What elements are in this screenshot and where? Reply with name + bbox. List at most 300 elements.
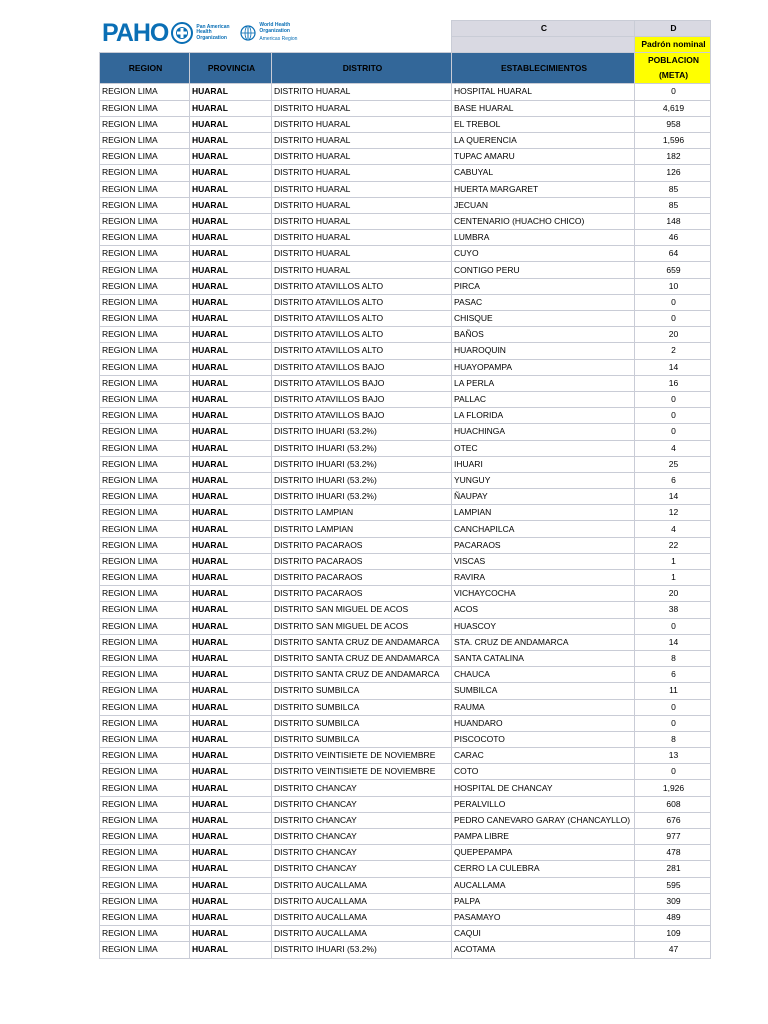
provincia-cell[interactable]: HUARAL: [190, 731, 272, 747]
provincia-cell[interactable]: HUARAL: [190, 84, 272, 100]
poblacion-cell[interactable]: 0: [635, 764, 711, 780]
provincia-cell[interactable]: HUARAL: [190, 505, 272, 521]
region-cell[interactable]: REGION LIMA: [100, 181, 190, 197]
provincia-cell[interactable]: HUARAL: [190, 343, 272, 359]
distrito-cell[interactable]: DISTRITO CHANCAY: [272, 780, 452, 796]
distrito-cell[interactable]: DISTRITO ATAVILLOS ALTO: [272, 278, 452, 294]
provincia-cell[interactable]: HUARAL: [190, 521, 272, 537]
header-poblacion-line2: (META): [658, 70, 689, 81]
establecimiento-cell[interactable]: RAVIRA: [452, 570, 635, 586]
provincia-cell[interactable]: HUARAL: [190, 132, 272, 148]
region-cell[interactable]: REGION LIMA: [100, 213, 190, 229]
establecimiento-cell[interactable]: PALPA: [452, 893, 635, 909]
poblacion-cell[interactable]: 659: [635, 262, 711, 278]
establecimiento-cell[interactable]: RAUMA: [452, 699, 635, 715]
establecimiento-cell[interactable]: ACOS: [452, 602, 635, 618]
establecimiento-cell[interactable]: HUERTA MARGARET: [452, 181, 635, 197]
establecimiento-cell[interactable]: CANCHAPILCA: [452, 521, 635, 537]
region-cell[interactable]: REGION LIMA: [100, 634, 190, 650]
distrito-cell[interactable]: DISTRITO AUCALLAMA: [272, 877, 452, 893]
provincia-cell[interactable]: HUARAL: [190, 586, 272, 602]
table-row: [100, 278, 711, 294]
establecimiento-cell[interactable]: CENTENARIO (HUACHO CHICO): [452, 213, 635, 229]
region-cell[interactable]: REGION LIMA: [100, 699, 190, 715]
region-cell[interactable]: REGION LIMA: [100, 149, 190, 165]
establecimiento-cell[interactable]: LUMBRA: [452, 230, 635, 246]
region-cell[interactable]: REGION LIMA: [100, 375, 190, 391]
poblacion-cell[interactable]: 608: [635, 796, 711, 812]
establecimiento-cell[interactable]: CONTIGO PERU: [452, 262, 635, 278]
establecimiento-cell[interactable]: CARAC: [452, 748, 635, 764]
poblacion-cell[interactable]: 0: [635, 424, 711, 440]
table-row: [100, 375, 711, 391]
establecimiento-cell[interactable]: PASAC: [452, 294, 635, 310]
distrito-cell[interactable]: DISTRITO HUARAL: [272, 262, 452, 278]
poblacion-cell[interactable]: 595: [635, 877, 711, 893]
distrito-cell[interactable]: DISTRITO IHUARI (53.2%): [272, 942, 452, 958]
establecimiento-cell[interactable]: LA FLORIDA: [452, 408, 635, 424]
provincia-cell[interactable]: HUARAL: [190, 375, 272, 391]
provincia-cell[interactable]: HUARAL: [190, 570, 272, 586]
provincia-cell[interactable]: HUARAL: [190, 715, 272, 731]
poblacion-cell[interactable]: 4,619: [635, 100, 711, 116]
establecimiento-cell[interactable]: PERALVILLO: [452, 796, 635, 812]
distrito-cell[interactable]: DISTRITO CHANCAY: [272, 861, 452, 877]
region-cell[interactable]: REGION LIMA: [100, 845, 190, 861]
region-cell[interactable]: REGION LIMA: [100, 618, 190, 634]
establecimiento-cell[interactable]: PEDRO CANEVARO GARAY (CHANCAYLLO): [452, 812, 635, 828]
provincia-cell[interactable]: HUARAL: [190, 246, 272, 262]
poblacion-cell[interactable]: 46: [635, 230, 711, 246]
establecimiento-cell[interactable]: JECUAN: [452, 197, 635, 213]
poblacion-cell[interactable]: 8: [635, 731, 711, 747]
region-cell[interactable]: REGION LIMA: [100, 829, 190, 845]
region-cell[interactable]: REGION LIMA: [100, 246, 190, 262]
poblacion-cell[interactable]: 676: [635, 812, 711, 828]
poblacion-cell[interactable]: 0: [635, 408, 711, 424]
table-row: [100, 343, 711, 359]
provincia-cell[interactable]: HUARAL: [190, 181, 272, 197]
provincia-cell[interactable]: HUARAL: [190, 489, 272, 505]
establecimiento-cell[interactable]: ACOTAMA: [452, 942, 635, 958]
provincia-cell[interactable]: HUARAL: [190, 311, 272, 327]
establecimiento-cell[interactable]: CHAUCA: [452, 667, 635, 683]
region-cell[interactable]: REGION LIMA: [100, 667, 190, 683]
region-cell[interactable]: REGION LIMA: [100, 861, 190, 877]
table-row: [100, 489, 711, 505]
poblacion-cell[interactable]: 0: [635, 391, 711, 407]
region-cell[interactable]: REGION LIMA: [100, 537, 190, 553]
establecimiento-cell[interactable]: YUNGUY: [452, 472, 635, 488]
provincia-cell[interactable]: HUARAL: [190, 812, 272, 828]
poblacion-cell[interactable]: 6: [635, 667, 711, 683]
establecimiento-cell[interactable]: HUACHINGA: [452, 424, 635, 440]
provincia-cell[interactable]: HUARAL: [190, 149, 272, 165]
distrito-cell[interactable]: DISTRITO ATAVILLOS ALTO: [272, 311, 452, 327]
region-cell[interactable]: REGION LIMA: [100, 764, 190, 780]
padron-nominal-label[interactable]: Padrón nominal: [635, 37, 711, 53]
provincia-cell[interactable]: HUARAL: [190, 780, 272, 796]
distrito-cell[interactable]: DISTRITO ATAVILLOS ALTO: [272, 327, 452, 343]
provincia-cell[interactable]: HUARAL: [190, 197, 272, 213]
poblacion-cell[interactable]: 13: [635, 748, 711, 764]
poblacion-cell[interactable]: 4: [635, 521, 711, 537]
poblacion-cell[interactable]: 1: [635, 553, 711, 569]
table-row: [100, 942, 711, 958]
region-cell[interactable]: REGION LIMA: [100, 327, 190, 343]
distrito-cell[interactable]: DISTRITO HUARAL: [272, 116, 452, 132]
poblacion-cell[interactable]: 20: [635, 327, 711, 343]
poblacion-cell[interactable]: 958: [635, 116, 711, 132]
poblacion-cell[interactable]: 0: [635, 715, 711, 731]
region-cell[interactable]: REGION LIMA: [100, 472, 190, 488]
distrito-cell[interactable]: DISTRITO PACARAOS: [272, 586, 452, 602]
poblacion-cell[interactable]: 14: [635, 489, 711, 505]
region-cell[interactable]: REGION LIMA: [100, 456, 190, 472]
establecimiento-cell[interactable]: SUMBILCA: [452, 683, 635, 699]
provincia-cell[interactable]: HUARAL: [190, 408, 272, 424]
poblacion-cell[interactable]: 38: [635, 602, 711, 618]
establecimiento-cell[interactable]: AUCALLAMA: [452, 877, 635, 893]
distrito-cell[interactable]: DISTRITO HUARAL: [272, 213, 452, 229]
provincia-cell[interactable]: HUARAL: [190, 796, 272, 812]
poblacion-cell[interactable]: 0: [635, 84, 711, 100]
distrito-cell[interactable]: DISTRITO IHUARI (53.2%): [272, 489, 452, 505]
poblacion-cell[interactable]: 1,596: [635, 132, 711, 148]
region-cell[interactable]: REGION LIMA: [100, 570, 190, 586]
distrito-cell[interactable]: DISTRITO ATAVILLOS BAJO: [272, 391, 452, 407]
region-cell[interactable]: REGION LIMA: [100, 489, 190, 505]
provincia-cell[interactable]: HUARAL: [190, 116, 272, 132]
establecimiento-cell[interactable]: PAMPA LIBRE: [452, 829, 635, 845]
region-cell[interactable]: REGION LIMA: [100, 100, 190, 116]
poblacion-cell[interactable]: 2: [635, 343, 711, 359]
distrito-cell[interactable]: DISTRITO SAN MIGUEL DE ACOS: [272, 618, 452, 634]
provincia-cell[interactable]: HUARAL: [190, 748, 272, 764]
establecimiento-cell[interactable]: PISCOCOTO: [452, 731, 635, 747]
distrito-cell[interactable]: DISTRITO LAMPIAN: [272, 521, 452, 537]
provincia-cell[interactable]: HUARAL: [190, 926, 272, 942]
provincia-cell[interactable]: HUARAL: [190, 845, 272, 861]
establecimiento-cell[interactable]: SANTA CATALINA: [452, 650, 635, 666]
table-row: [100, 456, 711, 472]
distrito-cell[interactable]: DISTRITO CHANCAY: [272, 812, 452, 828]
distrito-cell[interactable]: DISTRITO AUCALLAMA: [272, 893, 452, 909]
provincia-cell[interactable]: HUARAL: [190, 861, 272, 877]
poblacion-cell[interactable]: 0: [635, 618, 711, 634]
establecimiento-cell[interactable]: HOSPITAL DE CHANCAY: [452, 780, 635, 796]
table-row: [100, 537, 711, 553]
establecimiento-cell[interactable]: IHUARI: [452, 456, 635, 472]
poblacion-cell[interactable]: 6: [635, 472, 711, 488]
region-cell[interactable]: REGION LIMA: [100, 440, 190, 456]
establecimiento-cell[interactable]: PIRCA: [452, 278, 635, 294]
establecimiento-cell[interactable]: TUPAC AMARU: [452, 149, 635, 165]
header-distrito[interactable]: DISTRITO: [272, 53, 452, 84]
distrito-cell[interactable]: DISTRITO IHUARI (53.2%): [272, 472, 452, 488]
poblacion-cell[interactable]: 126: [635, 165, 711, 181]
poblacion-cell[interactable]: 977: [635, 829, 711, 845]
provincia-cell[interactable]: HUARAL: [190, 230, 272, 246]
provincia-cell[interactable]: HUARAL: [190, 391, 272, 407]
distrito-cell[interactable]: DISTRITO VEINTISIETE DE NOVIEMBRE: [272, 764, 452, 780]
region-cell[interactable]: REGION LIMA: [100, 586, 190, 602]
provincia-cell[interactable]: HUARAL: [190, 440, 272, 456]
poblacion-cell[interactable]: 14: [635, 359, 711, 375]
distrito-cell[interactable]: DISTRITO HUARAL: [272, 230, 452, 246]
distrito-cell[interactable]: DISTRITO PACARAOS: [272, 537, 452, 553]
region-cell[interactable]: REGION LIMA: [100, 311, 190, 327]
establecimiento-cell[interactable]: OTEC: [452, 440, 635, 456]
region-cell[interactable]: REGION LIMA: [100, 780, 190, 796]
establecimiento-cell[interactable]: BASE HUARAL: [452, 100, 635, 116]
distrito-cell[interactable]: DISTRITO SANTA CRUZ DE ANDAMARCA: [272, 667, 452, 683]
region-cell[interactable]: REGION LIMA: [100, 942, 190, 958]
header-poblacion[interactable]: [635, 53, 711, 84]
distrito-cell[interactable]: DISTRITO ATAVILLOS BAJO: [272, 359, 452, 375]
provincia-cell[interactable]: HUARAL: [190, 699, 272, 715]
provincia-cell[interactable]: HUARAL: [190, 602, 272, 618]
provincia-cell[interactable]: HUARAL: [190, 618, 272, 634]
distrito-cell[interactable]: DISTRITO AUCALLAMA: [272, 926, 452, 942]
establecimiento-cell[interactable]: HUAYOPAMPA: [452, 359, 635, 375]
region-cell[interactable]: REGION LIMA: [100, 424, 190, 440]
poblacion-cell[interactable]: 47: [635, 942, 711, 958]
poblacion-cell[interactable]: 0: [635, 294, 711, 310]
table-row: [100, 602, 711, 618]
region-cell[interactable]: REGION LIMA: [100, 84, 190, 100]
provincia-cell[interactable]: HUARAL: [190, 213, 272, 229]
region-cell[interactable]: REGION LIMA: [100, 343, 190, 359]
poblacion-cell[interactable]: 20: [635, 586, 711, 602]
distrito-cell[interactable]: DISTRITO HUARAL: [272, 181, 452, 197]
table-row: [100, 909, 711, 925]
table-row: [100, 100, 711, 116]
org-line-3: Organization: [196, 34, 227, 41]
provincia-cell[interactable]: HUARAL: [190, 537, 272, 553]
distrito-cell[interactable]: DISTRITO SUMBILCA: [272, 699, 452, 715]
provincia-cell[interactable]: HUARAL: [190, 100, 272, 116]
provincia-cell[interactable]: HUARAL: [190, 262, 272, 278]
distrito-cell[interactable]: DISTRITO ATAVILLOS ALTO: [272, 294, 452, 310]
header-provincia[interactable]: PROVINCIA: [190, 53, 272, 84]
header-region[interactable]: REGION: [100, 53, 190, 84]
region-cell[interactable]: REGION LIMA: [100, 893, 190, 909]
distrito-cell[interactable]: DISTRITO SAN MIGUEL DE ACOS: [272, 602, 452, 618]
establecimiento-cell[interactable]: CERRO LA CULEBRA: [452, 861, 635, 877]
region-cell[interactable]: REGION LIMA: [100, 650, 190, 666]
poblacion-cell[interactable]: 25: [635, 456, 711, 472]
region-cell[interactable]: REGION LIMA: [100, 408, 190, 424]
provincia-cell[interactable]: HUARAL: [190, 165, 272, 181]
distrito-cell[interactable]: DISTRITO CHANCAY: [272, 845, 452, 861]
region-cell[interactable]: REGION LIMA: [100, 731, 190, 747]
poblacion-cell[interactable]: 85: [635, 181, 711, 197]
provincia-cell[interactable]: HUARAL: [190, 359, 272, 375]
establecimiento-cell[interactable]: CABUYAL: [452, 165, 635, 181]
distrito-cell[interactable]: DISTRITO HUARAL: [272, 100, 452, 116]
provincia-cell[interactable]: HUARAL: [190, 294, 272, 310]
establecimiento-cell[interactable]: CHISQUE: [452, 311, 635, 327]
establecimiento-cell[interactable]: VICHAYCOCHA: [452, 586, 635, 602]
distrito-cell[interactable]: DISTRITO HUARAL: [272, 132, 452, 148]
provincia-cell[interactable]: HUARAL: [190, 909, 272, 925]
establecimiento-cell[interactable]: CUYO: [452, 246, 635, 262]
column-letter-d[interactable]: D: [635, 21, 711, 37]
region-cell[interactable]: REGION LIMA: [100, 505, 190, 521]
poblacion-cell[interactable]: 182: [635, 149, 711, 165]
region-cell[interactable]: REGION LIMA: [100, 521, 190, 537]
who-org-name: [259, 23, 315, 43]
provincia-cell[interactable]: HUARAL: [190, 829, 272, 845]
who-line-2: Organization: [259, 27, 290, 34]
provincia-cell[interactable]: HUARAL: [190, 424, 272, 440]
poblacion-cell[interactable]: 14: [635, 634, 711, 650]
provincia-cell[interactable]: HUARAL: [190, 667, 272, 683]
distrito-cell[interactable]: DISTRITO PACARAOS: [272, 570, 452, 586]
poblacion-cell[interactable]: 8: [635, 650, 711, 666]
table-row: [100, 149, 711, 165]
establecimiento-cell[interactable]: BAÑOS: [452, 327, 635, 343]
poblacion-cell[interactable]: 1: [635, 570, 711, 586]
column-letter-c[interactable]: C: [452, 21, 635, 37]
establecimiento-cell[interactable]: HUAROQUIN: [452, 343, 635, 359]
poblacion-cell[interactable]: 85: [635, 197, 711, 213]
region-cell[interactable]: REGION LIMA: [100, 602, 190, 618]
poblacion-cell[interactable]: 309: [635, 893, 711, 909]
establecimiento-cell[interactable]: LAMPIAN: [452, 505, 635, 521]
poblacion-cell[interactable]: 16: [635, 375, 711, 391]
region-cell[interactable]: REGION LIMA: [100, 909, 190, 925]
poblacion-cell[interactable]: 109: [635, 926, 711, 942]
distrito-cell[interactable]: DISTRITO SUMBILCA: [272, 731, 452, 747]
provincia-cell[interactable]: HUARAL: [190, 942, 272, 958]
establecimiento-cell[interactable]: STA. CRUZ DE ANDAMARCA: [452, 634, 635, 650]
establecimiento-cell[interactable]: PASAMAYO: [452, 909, 635, 925]
distrito-cell[interactable]: DISTRITO HUARAL: [272, 197, 452, 213]
establecimiento-cell[interactable]: QUEPEPAMPA: [452, 845, 635, 861]
region-cell[interactable]: REGION LIMA: [100, 132, 190, 148]
provincia-cell[interactable]: HUARAL: [190, 650, 272, 666]
region-cell[interactable]: REGION LIMA: [100, 796, 190, 812]
provincia-cell[interactable]: HUARAL: [190, 327, 272, 343]
distrito-cell[interactable]: DISTRITO AUCALLAMA: [272, 909, 452, 925]
poblacion-cell[interactable]: 64: [635, 246, 711, 262]
provincia-cell[interactable]: HUARAL: [190, 683, 272, 699]
table-row: [100, 748, 711, 764]
blank-cell[interactable]: [452, 37, 635, 53]
distrito-cell[interactable]: DISTRITO SANTA CRUZ DE ANDAMARCA: [272, 650, 452, 666]
region-cell[interactable]: REGION LIMA: [100, 683, 190, 699]
distrito-cell[interactable]: DISTRITO LAMPIAN: [272, 505, 452, 521]
establecimiento-cell[interactable]: HOSPITAL HUARAL: [452, 84, 635, 100]
establecimiento-cell[interactable]: LA QUERENCIA: [452, 132, 635, 148]
poblacion-cell[interactable]: 12: [635, 505, 711, 521]
region-cell[interactable]: REGION LIMA: [100, 391, 190, 407]
establecimiento-cell[interactable]: CAQUI: [452, 926, 635, 942]
poblacion-cell[interactable]: 281: [635, 861, 711, 877]
poblacion-cell[interactable]: 10: [635, 278, 711, 294]
region-cell[interactable]: REGION LIMA: [100, 715, 190, 731]
header-establecimientos[interactable]: ESTABLECIMIENTOS: [452, 53, 635, 84]
poblacion-cell[interactable]: 1,926: [635, 780, 711, 796]
distrito-cell[interactable]: DISTRITO IHUARI (53.2%): [272, 424, 452, 440]
region-cell[interactable]: REGION LIMA: [100, 262, 190, 278]
distrito-cell[interactable]: DISTRITO HUARAL: [272, 84, 452, 100]
poblacion-cell[interactable]: 11: [635, 683, 711, 699]
establecimiento-cell[interactable]: HUANDARO: [452, 715, 635, 731]
provincia-cell[interactable]: HUARAL: [190, 553, 272, 569]
region-cell[interactable]: REGION LIMA: [100, 812, 190, 828]
distrito-cell[interactable]: DISTRITO ATAVILLOS BAJO: [272, 375, 452, 391]
distrito-cell[interactable]: DISTRITO HUARAL: [272, 165, 452, 181]
distrito-cell[interactable]: DISTRITO PACARAOS: [272, 553, 452, 569]
region-cell[interactable]: REGION LIMA: [100, 359, 190, 375]
region-cell[interactable]: REGION LIMA: [100, 116, 190, 132]
establecimiento-cell[interactable]: EL TREBOL: [452, 116, 635, 132]
provincia-cell[interactable]: HUARAL: [190, 456, 272, 472]
establecimiento-cell[interactable]: ÑAUPAY: [452, 489, 635, 505]
provincia-cell[interactable]: HUARAL: [190, 877, 272, 893]
provincia-cell[interactable]: HUARAL: [190, 893, 272, 909]
region-cell[interactable]: REGION LIMA: [100, 926, 190, 942]
poblacion-cell[interactable]: 0: [635, 699, 711, 715]
poblacion-cell[interactable]: 489: [635, 909, 711, 925]
poblacion-cell[interactable]: 22: [635, 537, 711, 553]
table-row: [100, 845, 711, 861]
region-cell[interactable]: REGION LIMA: [100, 294, 190, 310]
distrito-cell[interactable]: DISTRITO VEINTISIETE DE NOVIEMBRE: [272, 748, 452, 764]
region-cell[interactable]: REGION LIMA: [100, 553, 190, 569]
distrito-cell[interactable]: DISTRITO CHANCAY: [272, 796, 452, 812]
poblacion-cell[interactable]: 4: [635, 440, 711, 456]
table-row: [100, 634, 711, 650]
table-row: [100, 715, 711, 731]
establecimiento-cell[interactable]: LA PERLA: [452, 375, 635, 391]
table-row: [100, 359, 711, 375]
distrito-cell[interactable]: DISTRITO SUMBILCA: [272, 715, 452, 731]
distrito-cell[interactable]: DISTRITO IHUARI (53.2%): [272, 456, 452, 472]
table-row: [100, 294, 711, 310]
distrito-cell[interactable]: DISTRITO IHUARI (53.2%): [272, 440, 452, 456]
poblacion-cell[interactable]: 0: [635, 311, 711, 327]
provincia-cell[interactable]: HUARAL: [190, 764, 272, 780]
distrito-cell[interactable]: DISTRITO ATAVILLOS BAJO: [272, 408, 452, 424]
region-cell[interactable]: REGION LIMA: [100, 230, 190, 246]
distrito-cell[interactable]: DISTRITO HUARAL: [272, 149, 452, 165]
establecimiento-cell[interactable]: PALLAC: [452, 391, 635, 407]
distrito-cell[interactable]: DISTRITO SUMBILCA: [272, 683, 452, 699]
region-cell[interactable]: REGION LIMA: [100, 278, 190, 294]
region-cell[interactable]: REGION LIMA: [100, 877, 190, 893]
establecimiento-cell[interactable]: PACARAOS: [452, 537, 635, 553]
distrito-cell[interactable]: DISTRITO CHANCAY: [272, 829, 452, 845]
establecimiento-cell[interactable]: COTO: [452, 764, 635, 780]
distrito-cell[interactable]: DISTRITO HUARAL: [272, 246, 452, 262]
poblacion-cell[interactable]: 478: [635, 845, 711, 861]
region-cell[interactable]: REGION LIMA: [100, 165, 190, 181]
region-cell[interactable]: REGION LIMA: [100, 197, 190, 213]
establecimiento-cell[interactable]: HUASCOY: [452, 618, 635, 634]
distrito-cell[interactable]: DISTRITO ATAVILLOS ALTO: [272, 343, 452, 359]
region-cell[interactable]: REGION LIMA: [100, 748, 190, 764]
distrito-cell[interactable]: DISTRITO SANTA CRUZ DE ANDAMARCA: [272, 634, 452, 650]
provincia-cell[interactable]: HUARAL: [190, 634, 272, 650]
poblacion-cell[interactable]: 148: [635, 213, 711, 229]
provincia-cell[interactable]: HUARAL: [190, 278, 272, 294]
provincia-cell[interactable]: HUARAL: [190, 472, 272, 488]
establecimiento-cell[interactable]: VISCAS: [452, 553, 635, 569]
